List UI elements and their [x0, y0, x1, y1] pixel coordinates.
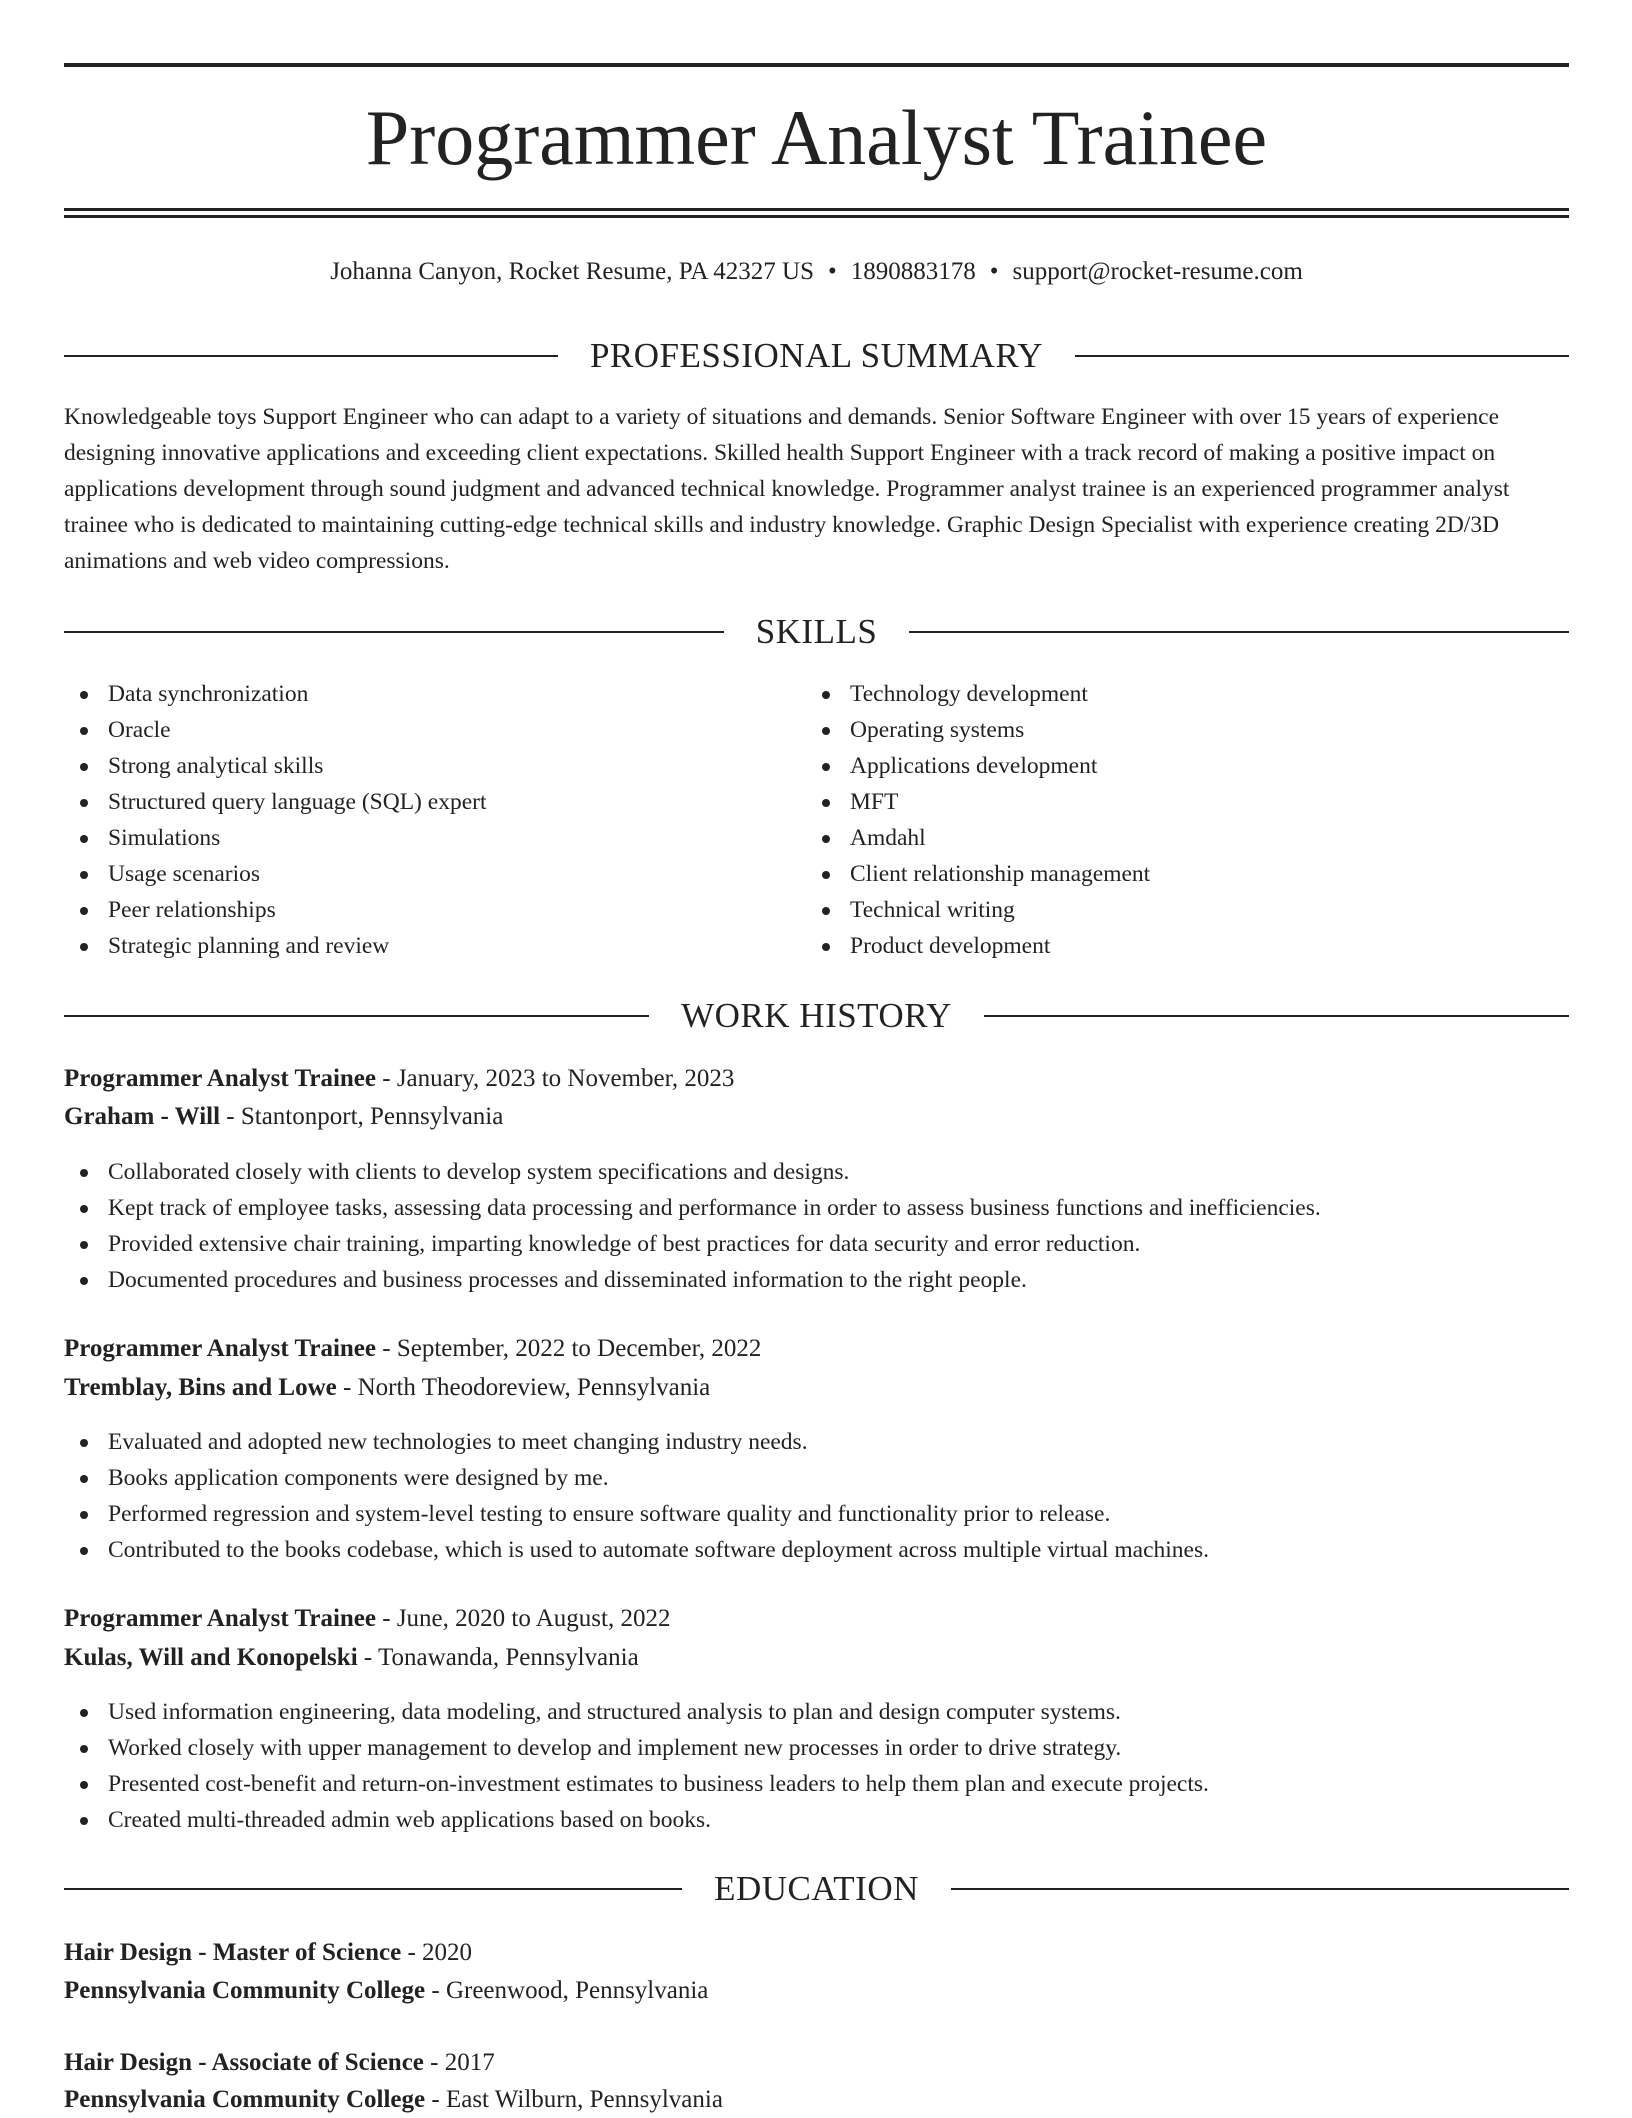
job-bullet: Performed regression and system-level testing to ensure software quality and functionality prior to release.	[64, 1496, 1209, 1532]
education-year: - 2020	[401, 1939, 473, 1966]
job-title-line	[64, 1331, 761, 1367]
top-rule	[64, 63, 1569, 67]
contact-line	[64, 254, 1569, 290]
resume-title: Programmer Analyst Trainee	[365, 94, 1268, 181]
education-school-line	[64, 2082, 723, 2118]
job-bullet: Worked closely with upper management to develop and implement new processes in order to drive strategy.	[64, 1730, 1209, 1766]
skill-item: MFT	[806, 784, 1150, 820]
education-degree: Hair Design - Associate of Science	[64, 2049, 424, 2076]
divider-line	[909, 631, 1569, 633]
skills-column-right	[806, 676, 1150, 964]
job-title-line	[64, 1601, 670, 1637]
job-bullet: Kept track of employee tasks, assessing data processing and performance in order to assess business functions and inefficiencies.	[64, 1190, 1321, 1226]
education-school: Pennsylvania Community College	[64, 2086, 426, 2113]
section-title: SKILLS	[755, 612, 878, 651]
job-bullets	[64, 1424, 1209, 1568]
section-title: EDUCATION	[714, 1869, 919, 1908]
education-degree-line	[64, 2045, 495, 2081]
job-bullet: Contributed to the books codebase, which is used to automate software deployment across multiple virtual machines.	[64, 1532, 1209, 1568]
job-bullet: Presented cost-benefit and return-on-investment estimates to business leaders to help them plan and execute projects.	[64, 1766, 1209, 1802]
section-heading-work	[64, 994, 1569, 1038]
job-location: - Stantonport, Pennsylvania	[220, 1103, 504, 1130]
job-title: Programmer Analyst Trainee	[64, 1065, 376, 1092]
skill-item: Peer relationships	[64, 892, 486, 928]
title-rule-upper	[64, 208, 1569, 211]
skills-column-left	[64, 676, 486, 964]
job-title: Programmer Analyst Trainee	[64, 1605, 376, 1632]
section-title: PROFESSIONAL SUMMARY	[589, 336, 1044, 375]
education-degree-line	[64, 1935, 472, 1971]
contact-address: Johanna Canyon, Rocket Resume, PA 42327 US	[330, 258, 814, 285]
section-heading-summary	[64, 334, 1569, 378]
job-bullets	[64, 1694, 1209, 1838]
divider-line	[1075, 355, 1569, 357]
education-year: - 2017	[423, 2049, 495, 2076]
education-degree: Hair Design - Master of Science	[64, 1939, 402, 1966]
skill-item: Strong analytical skills	[64, 748, 486, 784]
job-bullet: Evaluated and adopted new technologies to meet changing industry needs.	[64, 1424, 1209, 1460]
contact-email[interactable]: support@rocket-resume.com	[1012, 258, 1303, 285]
skill-item: Operating systems	[806, 712, 1150, 748]
skill-item: Applications development	[806, 748, 1150, 784]
job-dates: - June, 2020 to August, 2022	[376, 1605, 671, 1632]
section-title: WORK HISTORY	[681, 996, 952, 1035]
skill-item: Data synchronization	[64, 676, 486, 712]
job-company: Tremblay, Bins and Lowe	[64, 1374, 337, 1401]
divider-line	[64, 1888, 682, 1890]
contact-phone: 1890883178	[850, 258, 976, 285]
divider-line	[64, 1015, 649, 1017]
job-company: Kulas, Will and Konopelski	[64, 1644, 358, 1671]
job-dates: - January, 2023 to November, 2023	[376, 1065, 735, 1092]
divider-line	[64, 631, 724, 633]
title-rule-lower	[64, 215, 1569, 218]
section-heading-skills	[64, 610, 1569, 654]
education-school-line	[64, 1973, 708, 2009]
job-bullets	[64, 1154, 1321, 1298]
education-location: - East Wilburn, Pennsylvania	[425, 2086, 723, 2113]
skill-item: Simulations	[64, 820, 486, 856]
education-location: - Greenwood, Pennsylvania	[425, 1977, 709, 2004]
section-heading-education	[64, 1867, 1569, 1911]
contact-separator: •	[989, 258, 999, 285]
job-company-line	[64, 1370, 710, 1406]
job-dates: - September, 2022 to December, 2022	[376, 1335, 762, 1362]
skill-item: Usage scenarios	[64, 856, 486, 892]
divider-line	[984, 1015, 1569, 1017]
skill-item: Amdahl	[806, 820, 1150, 856]
skill-item: Client relationship management	[806, 856, 1150, 892]
divider-line	[64, 355, 558, 357]
skill-item: Technical writing	[806, 892, 1150, 928]
job-company-line	[64, 1099, 503, 1135]
job-company-line	[64, 1640, 639, 1676]
skill-item: Technology development	[806, 676, 1150, 712]
job-title: Programmer Analyst Trainee	[64, 1335, 376, 1362]
job-company: Graham - Will	[64, 1103, 221, 1130]
summary-text: Knowledgeable toys Support Engineer who can adapt to a variety of situations and demands. Senior Software Engineer with over 15 years of experience designing innovative applications and exceeding client expectations. Skilled health Support Engineer with a track record of making a positive impact on applications development through sound judgment and advanced technical knowledge. Programmer analyst trainee is an experienced programmer analyst trainee who is dedicated to maintaining cutting-edge technical skills and industry knowledge. Graphic Design Specialist with experience creating 2D/3D animations and web video compressions.	[64, 404, 1510, 574]
skill-item: Oracle	[64, 712, 486, 748]
skill-item: Structured query language (SQL) expert	[64, 784, 486, 820]
job-bullet: Collaborated closely with clients to develop system specifications and designs.	[64, 1154, 1321, 1190]
job-location: - Tonawanda, Pennsylvania	[357, 1644, 639, 1671]
job-bullet: Documented procedures and business processes and disseminated information to the right people.	[64, 1262, 1321, 1298]
divider-line	[951, 1888, 1569, 1890]
job-bullet: Used information engineering, data modeling, and structured analysis to plan and design computer systems.	[64, 1694, 1209, 1730]
job-bullet: Provided extensive chair training, imparting knowledge of best practices for data security and error reduction.	[64, 1226, 1321, 1262]
job-title-line	[64, 1061, 734, 1097]
skill-item: Strategic planning and review	[64, 928, 486, 964]
job-bullet: Created multi-threaded admin web applications based on books.	[64, 1802, 1209, 1838]
education-school: Pennsylvania Community College	[64, 1977, 426, 2004]
job-location: - North Theodoreview, Pennsylvania	[336, 1374, 711, 1401]
contact-separator: •	[827, 258, 837, 285]
skill-item: Product development	[806, 928, 1150, 964]
job-bullet: Books application components were designed by me.	[64, 1460, 1209, 1496]
